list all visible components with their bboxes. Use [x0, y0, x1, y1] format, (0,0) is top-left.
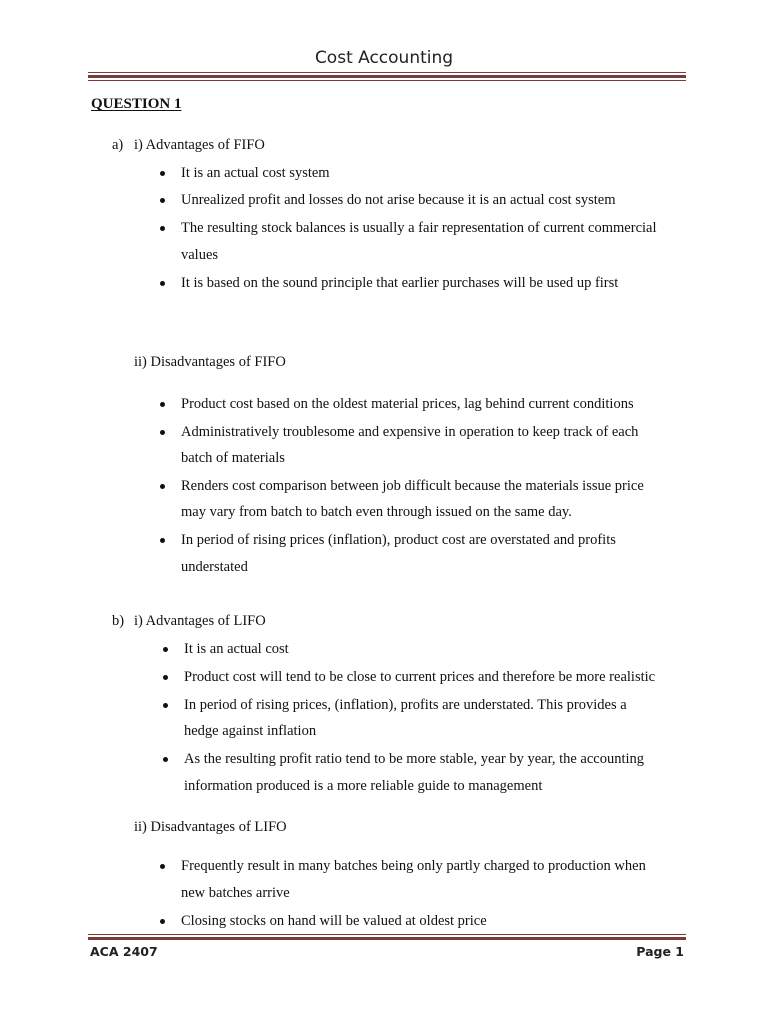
lifo-disadvantages-title: ii) Disadvantages of LIFO	[134, 819, 287, 835]
lifo-dis-item-continued: new batches arrive	[181, 885, 290, 901]
fifo-adv-item: The resulting stock balances is usually a fair representation of current commercial	[181, 220, 657, 236]
lifo-adv-item-continued: hedge against inflation	[184, 723, 317, 739]
fifo-dis-item: In period of rising prices (inflation), product cost are overstated and profits	[181, 532, 616, 548]
question-heading: QUESTION 1	[91, 96, 182, 112]
section-a-label: a)	[112, 137, 124, 153]
bullet-icon	[163, 675, 168, 680]
lifo-adv-item-continued: information produced is a more reliable guide to management	[184, 778, 543, 794]
fifo-dis-item-continued: batch of materials	[181, 450, 285, 466]
fifo-dis-item: Administratively troublesome and expensive in operation to keep track of each	[181, 424, 639, 440]
document-title: Cost Accounting	[314, 48, 454, 68]
bullet-icon	[160, 402, 165, 407]
lifo-adv-item: In period of rising prices, (inflation), profits are understated. This provides a	[184, 697, 627, 713]
lifo-adv-item: It is an actual cost	[184, 641, 289, 657]
header-rule-thick	[88, 75, 686, 78]
bullet-icon	[160, 171, 165, 176]
bullet-icon	[163, 647, 168, 652]
section-b-label: b)	[112, 613, 125, 629]
fifo-dis-item-continued: understated	[181, 559, 248, 575]
lifo-dis-item: Frequently result in many batches being only partly charged to production when	[181, 858, 646, 874]
bullet-icon	[160, 538, 165, 543]
footer-rule-thick	[88, 937, 686, 940]
lifo-advantages-title: i) Advantages of LIFO	[134, 613, 266, 629]
lifo-dis-item: Closing stocks on hand will be valued at oldest price	[181, 913, 487, 929]
footer-rule-top	[88, 934, 686, 935]
fifo-dis-item-continued: may vary from batch to batch even through issued on the same day.	[181, 504, 572, 520]
bullet-icon	[160, 198, 165, 203]
fifo-adv-item: It is based on the sound principle that earlier purchases will be used up first	[181, 275, 619, 291]
fifo-adv-item: Unrealized profit and losses do not arise because it is an actual cost system	[181, 192, 616, 208]
header-rule-top	[88, 72, 686, 73]
fifo-disadvantages-title: ii) Disadvantages of FIFO	[134, 354, 286, 370]
bullet-icon	[160, 919, 165, 924]
bullet-icon	[163, 757, 168, 762]
fifo-advantages-title: i) Advantages of FIFO	[134, 137, 265, 153]
page-number: Page 1	[636, 944, 684, 959]
lifo-adv-item: As the resulting profit ratio tend to be more stable, year by year, the accounting	[184, 751, 645, 767]
bullet-icon	[160, 226, 165, 231]
lifo-adv-item: Product cost will tend to be close to current prices and therefore be more realistic	[184, 669, 656, 685]
bullet-icon	[160, 430, 165, 435]
fifo-adv-item: It is an actual cost system	[181, 165, 330, 181]
fifo-dis-item: Product cost based on the oldest material prices, lag behind current conditions	[181, 396, 634, 412]
fifo-dis-item: Renders cost comparison between job difficult because the materials issue price	[181, 478, 644, 494]
bullet-icon	[160, 484, 165, 489]
bullet-icon	[160, 281, 165, 286]
course-code: ACA 2407	[90, 944, 158, 959]
header-rule-bottom	[88, 80, 686, 81]
fifo-adv-item-continued: values	[181, 247, 219, 263]
bullet-icon	[160, 864, 165, 869]
bullet-icon	[163, 703, 168, 708]
